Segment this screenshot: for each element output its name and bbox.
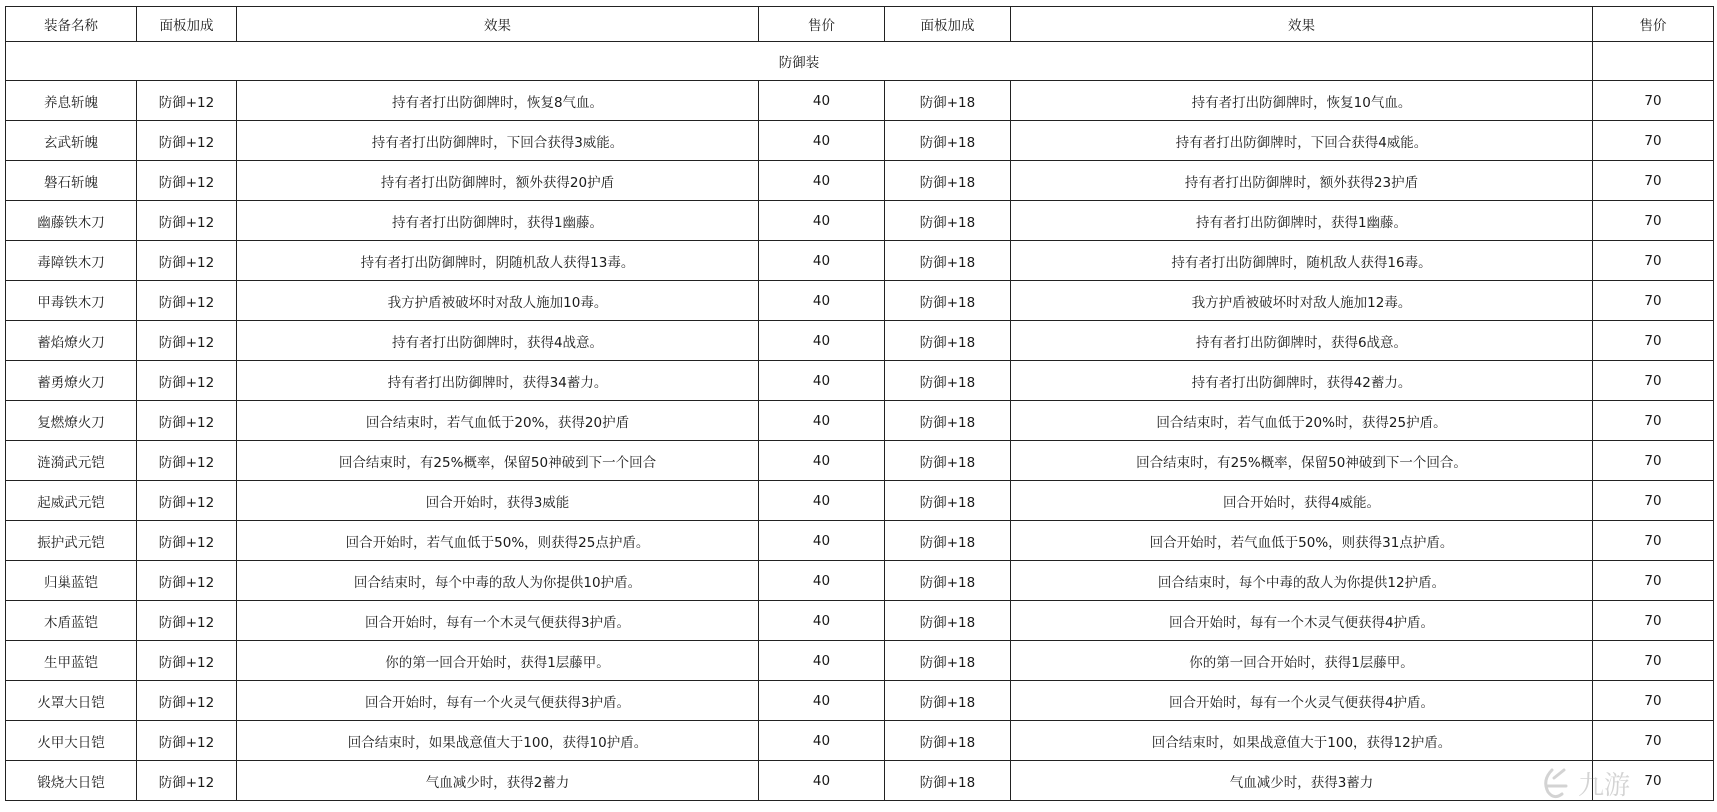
cell-effect-2: 你的第一回合开始时，获得1层藤甲。	[1011, 641, 1593, 681]
cell-bonus-2: 防御+18	[885, 521, 1011, 561]
cell-bonus-2: 防御+18	[885, 121, 1011, 161]
cell-bonus-2: 防御+18	[885, 561, 1011, 601]
cell-effect-1: 回合结束时，如果战意值大于100，获得10护盾。	[237, 721, 759, 761]
cell-bonus-1: 防御+12	[137, 361, 237, 401]
cell-price-2: 70	[1593, 761, 1714, 801]
cell-price-2: 70	[1593, 641, 1714, 681]
cell-effect-2: 回合结束时，若气血低于20%时，获得25护盾。	[1011, 401, 1593, 441]
cell-price-1: 40	[759, 561, 885, 601]
cell-name: 火甲大日铠	[6, 721, 137, 761]
cell-price-1: 40	[759, 121, 885, 161]
table-row	[6, 561, 1714, 601]
cell-name: 归巢蓝铠	[6, 561, 137, 601]
header-effect-1: 效果	[237, 7, 759, 42]
cell-bonus-1: 防御+12	[137, 401, 237, 441]
cell-price-2: 70	[1593, 481, 1714, 521]
cell-effect-2: 回合开始时，每有一个木灵气便获得4护盾。	[1011, 601, 1593, 641]
cell-effect-1: 持有者打出防御牌时，下回合获得3威能。	[237, 121, 759, 161]
header-row	[6, 7, 1714, 42]
cell-name: 生甲蓝铠	[6, 641, 137, 681]
cell-effect-2: 持有者打出防御牌时，获得1幽藤。	[1011, 201, 1593, 241]
cell-price-2: 70	[1593, 121, 1714, 161]
cell-effect-1: 持有者打出防御牌时，恢复8气血。	[237, 81, 759, 121]
cell-effect-2: 持有者打出防御牌时，随机敌人获得16毒。	[1011, 241, 1593, 281]
equipment-table	[5, 6, 1714, 801]
cell-price-2: 70	[1593, 281, 1714, 321]
cell-price-2: 70	[1593, 361, 1714, 401]
cell-bonus-1: 防御+12	[137, 281, 237, 321]
cell-bonus-1: 防御+12	[137, 761, 237, 801]
cell-bonus-2: 防御+18	[885, 441, 1011, 481]
cell-bonus-2: 防御+18	[885, 721, 1011, 761]
cell-name: 振护武元铠	[6, 521, 137, 561]
cell-name: 幽藤铁木刀	[6, 201, 137, 241]
cell-bonus-2: 防御+18	[885, 281, 1011, 321]
cell-bonus-2: 防御+18	[885, 761, 1011, 801]
cell-effect-2: 持有者打出防御牌时，额外获得23护盾	[1011, 161, 1593, 201]
cell-bonus-2: 防御+18	[885, 361, 1011, 401]
cell-price-2: 70	[1593, 321, 1714, 361]
cell-effect-2: 回合结束时，如果战意值大于100，获得12护盾。	[1011, 721, 1593, 761]
cell-bonus-1: 防御+12	[137, 601, 237, 641]
cell-price-1: 40	[759, 761, 885, 801]
cell-effect-1: 你的第一回合开始时，获得1层藤甲。	[237, 641, 759, 681]
cell-name: 甲毒铁木刀	[6, 281, 137, 321]
cell-effect-1: 回合开始时，每有一个木灵气便获得3护盾。	[237, 601, 759, 641]
cell-bonus-1: 防御+12	[137, 641, 237, 681]
cell-effect-2: 持有者打出防御牌时，获得6战意。	[1011, 321, 1593, 361]
cell-price-1: 40	[759, 721, 885, 761]
cell-price-1: 40	[759, 441, 885, 481]
cell-effect-1: 回合开始时，若气血低于50%，则获得25点护盾。	[237, 521, 759, 561]
cell-bonus-1: 防御+12	[137, 481, 237, 521]
cell-effect-2: 回合结束时，有25%概率，保留50神破到下一个回合。	[1011, 441, 1593, 481]
cell-price-1: 40	[759, 601, 885, 641]
cell-bonus-2: 防御+18	[885, 481, 1011, 521]
table-row	[6, 121, 1714, 161]
cell-name: 玄武斩魄	[6, 121, 137, 161]
cell-name: 蓄勇燎火刀	[6, 361, 137, 401]
cell-price-2: 70	[1593, 441, 1714, 481]
cell-price-1: 40	[759, 681, 885, 721]
cell-effect-2: 我方护盾被破坏时对敌人施加12毒。	[1011, 281, 1593, 321]
cell-bonus-1: 防御+12	[137, 561, 237, 601]
cell-bonus-1: 防御+12	[137, 681, 237, 721]
cell-name: 火罩大日铠	[6, 681, 137, 721]
cell-name: 锻烧大日铠	[6, 761, 137, 801]
cell-bonus-2: 防御+18	[885, 321, 1011, 361]
cell-name: 蓄焰燎火刀	[6, 321, 137, 361]
cell-effect-1: 持有者打出防御牌时，获得34蓄力。	[237, 361, 759, 401]
header-effect-2: 效果	[1011, 7, 1593, 42]
cell-bonus-2: 防御+18	[885, 161, 1011, 201]
cell-effect-1: 持有者打出防御牌时，获得1幽藤。	[237, 201, 759, 241]
section-row	[6, 42, 1714, 81]
cell-effect-1: 持有者打出防御牌时，获得4战意。	[237, 321, 759, 361]
cell-effect-2: 回合开始时，若气血低于50%，则获得31点护盾。	[1011, 521, 1593, 561]
cell-effect-1: 回合结束时，若气血低于20%，获得20护盾	[237, 401, 759, 441]
table-row	[6, 441, 1714, 481]
table-row	[6, 401, 1714, 441]
cell-effect-2: 回合开始时，获得4威能。	[1011, 481, 1593, 521]
cell-price-1: 40	[759, 201, 885, 241]
cell-bonus-2: 防御+18	[885, 241, 1011, 281]
cell-price-2: 70	[1593, 161, 1714, 201]
cell-price-1: 40	[759, 321, 885, 361]
table-row	[6, 641, 1714, 681]
cell-price-1: 40	[759, 281, 885, 321]
cell-name: 毒障铁木刀	[6, 241, 137, 281]
watermark-text: 九游	[1578, 771, 1631, 801]
cell-bonus-2: 防御+18	[885, 641, 1011, 681]
cell-bonus-1: 防御+12	[137, 241, 237, 281]
cell-bonus-1: 防御+12	[137, 201, 237, 241]
cell-effect-2: 气血减少时，获得3蓄力	[1011, 761, 1593, 801]
header-price-1: 售价	[759, 7, 885, 42]
table-row	[6, 481, 1714, 521]
cell-price-1: 40	[759, 401, 885, 441]
cell-bonus-1: 防御+12	[137, 81, 237, 121]
cell-price-2: 70	[1593, 681, 1714, 721]
cell-price-2: 70	[1593, 561, 1714, 601]
cell-price-1: 40	[759, 521, 885, 561]
cell-bonus-1: 防御+12	[137, 321, 237, 361]
cell-price-2: 70	[1593, 201, 1714, 241]
cell-effect-2: 持有者打出防御牌时，获得42蓄力。	[1011, 361, 1593, 401]
table-row	[6, 281, 1714, 321]
cell-price-2: 70	[1593, 81, 1714, 121]
cell-price-1: 40	[759, 481, 885, 521]
cell-effect-1: 持有者打出防御牌时，额外获得20护盾	[237, 161, 759, 201]
table-row	[6, 81, 1714, 121]
table-row	[6, 241, 1714, 281]
cell-bonus-1: 防御+12	[137, 521, 237, 561]
cell-name: 复燃燎火刀	[6, 401, 137, 441]
table-row	[6, 201, 1714, 241]
cell-price-2: 70	[1593, 601, 1714, 641]
cell-effect-2: 回合开始时，每有一个火灵气便获得4护盾。	[1011, 681, 1593, 721]
cell-effect-1: 回合开始时，获得3威能	[237, 481, 759, 521]
cell-effect-2: 持有者打出防御牌时，恢复10气血。	[1011, 81, 1593, 121]
cell-effect-1: 我方护盾被破坏时对敌人施加10毒。	[237, 281, 759, 321]
cell-name: 养息斩魄	[6, 81, 137, 121]
table-row	[6, 321, 1714, 361]
table-row	[6, 721, 1714, 761]
cell-name: 起威武元铠	[6, 481, 137, 521]
cell-bonus-2: 防御+18	[885, 401, 1011, 441]
header-bonus-2: 面板加成	[885, 7, 1011, 42]
cell-name: 磐石斩魄	[6, 161, 137, 201]
cell-bonus-2: 防御+18	[885, 81, 1011, 121]
cell-price-1: 40	[759, 241, 885, 281]
cell-price-1: 40	[759, 81, 885, 121]
section-empty-cell	[1593, 42, 1714, 81]
header-name: 装备名称	[6, 7, 137, 42]
section-title: 防御装	[6, 42, 1593, 81]
table-row	[6, 681, 1714, 721]
cell-effect-1: 持有者打出防御牌时，阴随机敌人获得13毒。	[237, 241, 759, 281]
header-bonus-1: 面板加成	[137, 7, 237, 42]
cell-bonus-1: 防御+12	[137, 161, 237, 201]
cell-price-2: 70	[1593, 721, 1714, 761]
cell-bonus-1: 防御+12	[137, 441, 237, 481]
cell-name: 涟漪武元铠	[6, 441, 137, 481]
cell-effect-2: 持有者打出防御牌时，下回合获得4威能。	[1011, 121, 1593, 161]
cell-price-1: 40	[759, 161, 885, 201]
table-row	[6, 601, 1714, 641]
cell-price-1: 40	[759, 361, 885, 401]
cell-effect-1: 回合开始时，每有一个火灵气便获得3护盾。	[237, 681, 759, 721]
cell-effect-1: 回合结束时，每个中毒的敌人为你提供10护盾。	[237, 561, 759, 601]
table-row	[6, 361, 1714, 401]
cell-price-2: 70	[1593, 521, 1714, 561]
cell-effect-2: 回合结束时，每个中毒的敌人为你提供12护盾。	[1011, 561, 1593, 601]
cell-bonus-1: 防御+12	[137, 721, 237, 761]
cell-price-2: 70	[1593, 401, 1714, 441]
cell-bonus-2: 防御+18	[885, 601, 1011, 641]
table-row	[6, 761, 1714, 801]
cell-price-1: 40	[759, 641, 885, 681]
cell-bonus-2: 防御+18	[885, 681, 1011, 721]
cell-effect-1: 回合结束时，有25%概率，保留50神破到下一个回合	[237, 441, 759, 481]
cell-bonus-2: 防御+18	[885, 201, 1011, 241]
cell-name: 木盾蓝铠	[6, 601, 137, 641]
cell-effect-1: 气血减少时，获得2蓄力	[237, 761, 759, 801]
cell-bonus-1: 防御+12	[137, 121, 237, 161]
cell-price-2: 70	[1593, 241, 1714, 281]
table-row	[6, 161, 1714, 201]
header-price-2: 售价	[1593, 7, 1714, 42]
table-row	[6, 521, 1714, 561]
